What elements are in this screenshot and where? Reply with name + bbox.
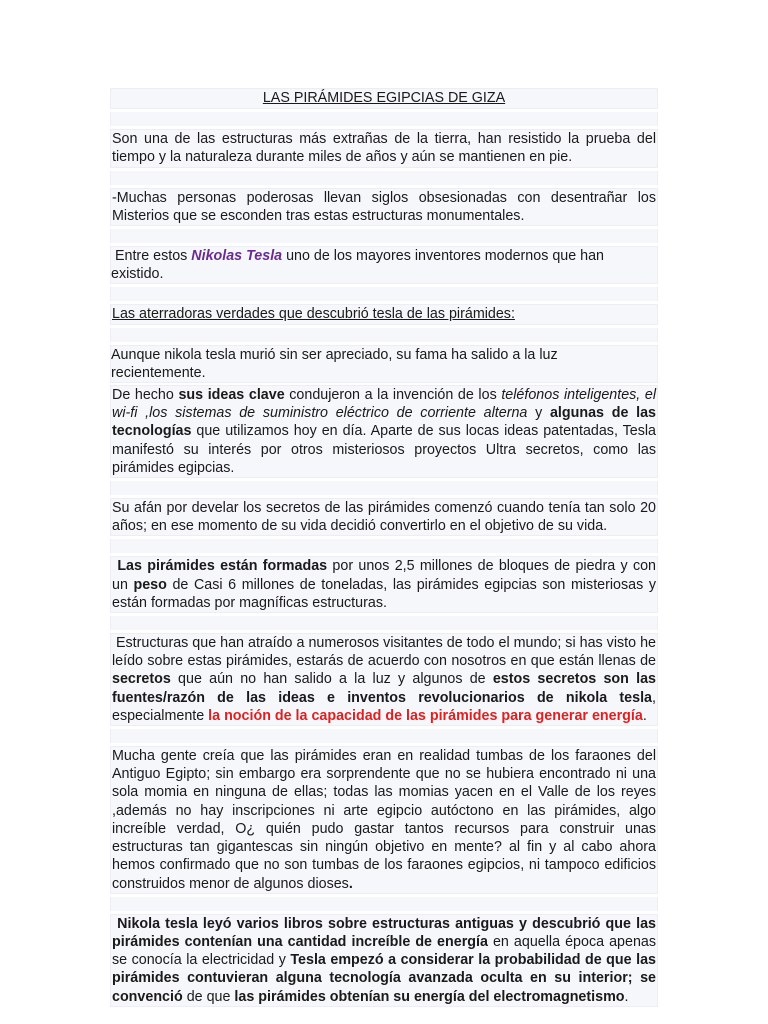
energy-b: en aquella época apenas se conocía la electricidad y — [112, 933, 656, 969]
visitors-e: , especialmente — [112, 689, 656, 724]
paragraph-tesla-energy — [110, 914, 658, 1007]
energy-e: las pirámides obtenían su energía del electromagnetismo — [234, 988, 625, 1005]
paragraph-visitors — [110, 633, 658, 726]
visitors-sources: estos secretos son las fuentes/razón de las ideas e inventos revolucionarios de nikola tesla — [112, 671, 656, 706]
ideas-inventions: teléfonos inteligentes, el wi-fi ,los sistemas de suministro eléctrico de corriente alterna — [112, 387, 656, 422]
spacer — [110, 616, 658, 630]
document-title: LAS PIRÁMIDES EGIPCIAS DE GIZA — [110, 88, 658, 109]
paragraph-tesla-fame — [110, 345, 658, 478]
tesla-intro-post: uno de los mayores inventores modernos que han existido. — [111, 248, 605, 283]
blocks-count: por unos 2,5 millones de bloques de piedra y con un — [112, 558, 656, 593]
section-subheading: Las aterradoras verdades que descubrió tesla de las pirámides: — [110, 304, 658, 324]
visitors-c: que aún no han salido a la luz y algunos de — [170, 671, 493, 688]
paragraph-tombs — [110, 746, 658, 894]
tombs-text: Mucha gente creía que las pirámides eran en realidad tumbas de los faraones del Antiguo Egipto; sin embargo era sorprendente que no se hubiera encontrado ni una sola momia en ninguna de ellas; todas las momias yacen en el Valle de los reyes ,además no hay inscripciones ni arte egipcio autóctono en las pirámides, algo increíble verdad, O¿ quién pudo gastar tantos recursos para construir unas estructuras tan gigantescas sin ningún objetivo en mente? al fin y al cabo ahora hemos confirmado que no son tumbas de los faraones egipcios, ni tampoco edificios construidos menor de algunos dioses — [112, 748, 656, 892]
ideas-e: y — [527, 405, 550, 422]
spacer — [110, 539, 658, 553]
blocks-formed: Las pirámides están formadas — [112, 558, 328, 575]
spacer — [110, 229, 658, 243]
ideas-c: condujeron a la invención de los — [284, 387, 502, 404]
ideas-a: De hecho — [112, 387, 179, 404]
spacer — [110, 287, 658, 301]
tesla-intro-box — [110, 246, 658, 284]
document-body — [110, 88, 658, 1010]
spacer — [110, 171, 658, 185]
spacer — [110, 112, 658, 126]
paragraph-pyramid-blocks — [110, 556, 658, 613]
ideas-key: sus ideas clave — [178, 387, 285, 404]
visitors-energy-notion: la noción de la capacidad de las pirámides para generar energía — [208, 707, 643, 724]
spacer — [110, 729, 658, 743]
energy-c: Tesla empezó a considerar la probabilidad de que las pirámides contuvieran alguna tecnología avanzada oculta en su interior; se convenció — [112, 952, 656, 1005]
energy-f: . — [624, 988, 629, 1005]
tesla-name: Nikolas Tesla — [191, 248, 283, 265]
blocks-rest: de Casi 6 millones de toneladas, las pirámides egipcias son misteriosas y están formadas por magníficas estructuras. — [112, 576, 657, 611]
energy-a: Nikola tesla leyó varios libros sobre estructuras antiguas y descubrió que las pirámides contenían una cantidad increíble de energía — [112, 915, 660, 950]
ideas-technologies: algunas de las tecnologías — [112, 405, 656, 440]
visitors-a: Estructuras que han atraído a numerosos visitantes de todo el mundo; si has visto he leído sobre estas pirámides, estarás de acuerdo con nosotros en que están llenas de — [112, 635, 660, 670]
visitors-secrets: secretos — [112, 671, 171, 688]
tombs-period: . — [348, 875, 353, 892]
spacer — [110, 481, 658, 495]
spacer — [110, 328, 658, 342]
paragraph-tesla-intro — [110, 246, 658, 284]
tesla-fame-line: Aunque nikola tesla murió sin ser apreciado, su fama ha salido a la luz recientemente. — [110, 345, 658, 383]
blocks-weight: peso — [133, 576, 167, 593]
spacer — [110, 897, 658, 911]
visitors-g: . — [642, 707, 647, 724]
paragraph-obsession: Su afán por develar los secretos de las pirámides comenzó cuando tenía tan solo 20 años; en ese momento de su vida decidió convertirlo en el objetivo de su vida. — [110, 498, 658, 536]
paragraph-intro: Son una de las estructuras más extrañas de la tierra, han resistido la prueba del tiempo y la naturaleza durante miles de años y aún se mantienen en pie. — [110, 129, 658, 167]
tesla-ideas-paragraph — [110, 385, 658, 478]
paragraph-powerful-people: -Muchas personas poderosas llevan siglos obsesionadas con desentrañar los Misterios que se esconden tras estas estructuras monumentales. — [110, 188, 658, 226]
ideas-g: que utilizamos hoy en día. Aparte de sus locas ideas patentadas, Tesla manifestó su interés por otros misteriosos proyectos Ultra secretos, como las pirámides egipcias. — [112, 423, 656, 476]
energy-d: de que — [182, 988, 235, 1005]
tesla-intro-pre: Entre estos — [111, 248, 192, 265]
